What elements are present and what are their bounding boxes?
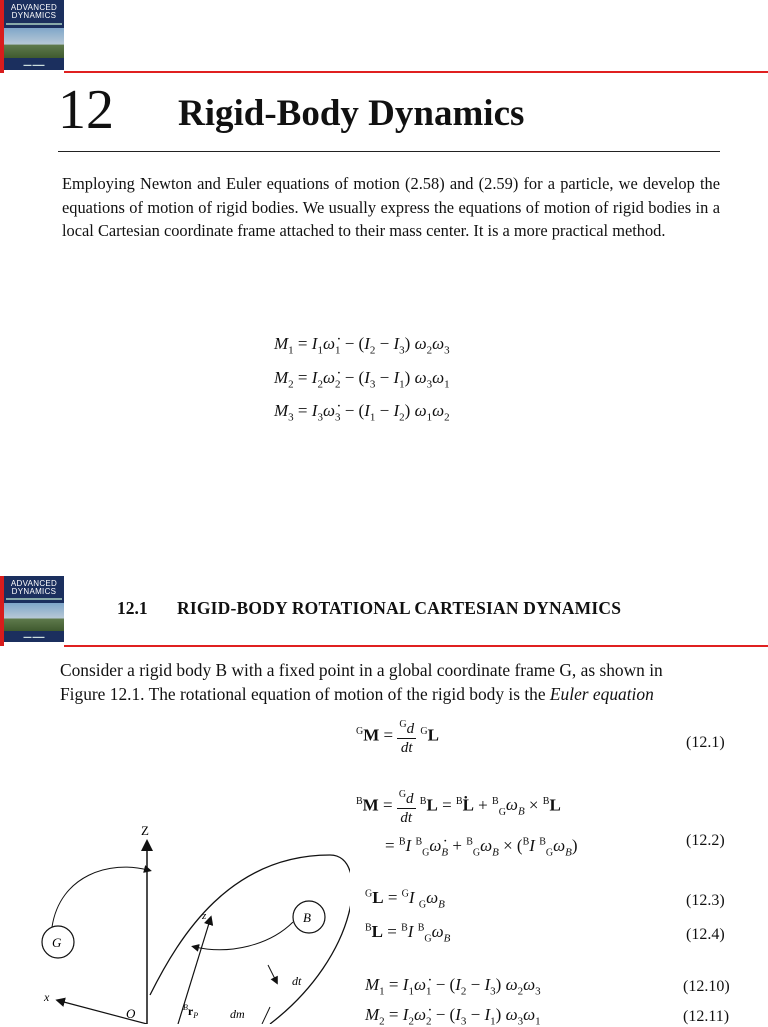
body-z-label: z bbox=[202, 910, 207, 922]
x-axis-label: x bbox=[44, 990, 50, 1004]
equation-number-12-3: (12.3) bbox=[686, 892, 725, 909]
origin-label: O bbox=[126, 1006, 136, 1021]
dt-arrow bbox=[268, 965, 276, 981]
equation-number-12-11: (12.11) bbox=[683, 1008, 730, 1025]
section-paragraph-line-1: Consider a rigid body B with a fixed point in a global coordinate frame G, as shown in bbox=[60, 660, 663, 680]
section-paragraph-line-2: Figure 12.1. The rotational equation of motion of the rigid body is the Euler equation bbox=[60, 684, 654, 704]
cover-author-bar-2: ▬▬ ▬▬▬ bbox=[23, 634, 45, 639]
cover-title-2b: DYNAMICS bbox=[11, 587, 57, 596]
chapter-title: Rigid-Body Dynamics bbox=[178, 93, 525, 134]
cover-author-bar: ▬▬ ▬▬▬ bbox=[23, 62, 45, 67]
cover-jet-photo-2 bbox=[4, 603, 64, 631]
book-cover-thumbnail bbox=[4, 0, 64, 70]
figure-12-1 bbox=[30, 815, 350, 1024]
dm-tick bbox=[262, 1007, 270, 1024]
B-arc-arrow bbox=[195, 922, 293, 950]
euler-equation-2: $M_2$ = $I_2\omegȧ_2 - (I_3 - I_1)$ $\omega_3\omega_1$ bbox=[274, 368, 450, 391]
equation-12-11: $M_2$ = $I_2\omegȧ_2 - (I_3 - I_1)$ $\omega_3\omega_1$ bbox=[365, 1005, 541, 1027]
intro-paragraph: Employing Newton and Euler equations of motion (2.58) and (2.59) for a particle, we develop the equations of motion of rigid bodies. We usually express the equations of motion of rigid bodies in a local Cartesian coordinate frame attached to their mass center. It is a more practical method. bbox=[62, 174, 720, 240]
section-title: RIGID-BODY ROTATIONAL CARTESIAN DYNAMICS bbox=[177, 598, 622, 618]
equation-number-12-1: (12.1) bbox=[686, 734, 725, 751]
rigid-body-outline bbox=[150, 855, 350, 1024]
dt-label: dt bbox=[292, 974, 302, 988]
section-red-rule bbox=[64, 645, 768, 647]
euler-equation-1: $M_1$ = $I_1\omegȧ_1 - (I_2 - I_3)$ $\omega_2\omega_3$ bbox=[274, 334, 450, 357]
cover-title-1: ADVANCED bbox=[10, 3, 58, 12]
equation-12-10: $M_1$ = $I_1\omegȧ_1 - (I_2 - I_3)$ $\omega_2\omega_3$ bbox=[365, 975, 541, 998]
equation-12-2-line-2: = $^B$I $^B_G\omegȧ_B + ^B_G\omega_B \times (^BI$ $^B_G\omega_B$) bbox=[385, 836, 578, 859]
cover-subtitle-bar bbox=[6, 23, 62, 25]
cover-jet-photo bbox=[4, 28, 64, 58]
equation-12-4: $^B$L = $^B$I $^B_G\omega_B$ bbox=[365, 922, 451, 945]
chapter-rule bbox=[58, 151, 720, 152]
top-red-rule bbox=[64, 71, 768, 73]
equation-number-12-4: (12.4) bbox=[686, 926, 725, 943]
Z-axis-label: Z bbox=[141, 823, 149, 838]
equation-12-3: $^G$L = $^G$I $_G\omega_B$ bbox=[365, 888, 445, 911]
section-number: 12.1 bbox=[117, 598, 148, 618]
dm-label: dm bbox=[230, 1007, 245, 1021]
equation-12-1: $^G$M = $\frac{^Gd}{dt}$ $^G$L bbox=[356, 716, 439, 757]
section-paragraph bbox=[60, 658, 725, 706]
chapter-number: 12 bbox=[58, 79, 114, 141]
G-arc-arrow bbox=[52, 867, 148, 927]
equation-number-12-2: (12.2) bbox=[686, 832, 725, 849]
rP-label: $^Br_P$ bbox=[183, 1003, 199, 1020]
B-label: B bbox=[303, 910, 311, 925]
equation-number-12-10: (12.10) bbox=[683, 978, 730, 995]
euler-equation-3: $M_3$ = $I_3\omegȧ_3 - (I_1 - I_2)$ $\omega_1\omega_2$ bbox=[274, 401, 450, 424]
cover-subtitle-bar-2 bbox=[6, 598, 62, 600]
book-cover-thumbnail-2 bbox=[4, 576, 64, 642]
G-label: G bbox=[52, 935, 62, 950]
cover-title-2: DYNAMICS bbox=[11, 11, 57, 20]
cover-title-1b: ADVANCED bbox=[10, 579, 58, 588]
equation-12-2-line-1: $^B$M = $\frac{^Gd}{dt}$ $^B$L = $^B$L̇ + $^B_G\omega_B \times ^BL$ bbox=[356, 786, 561, 827]
